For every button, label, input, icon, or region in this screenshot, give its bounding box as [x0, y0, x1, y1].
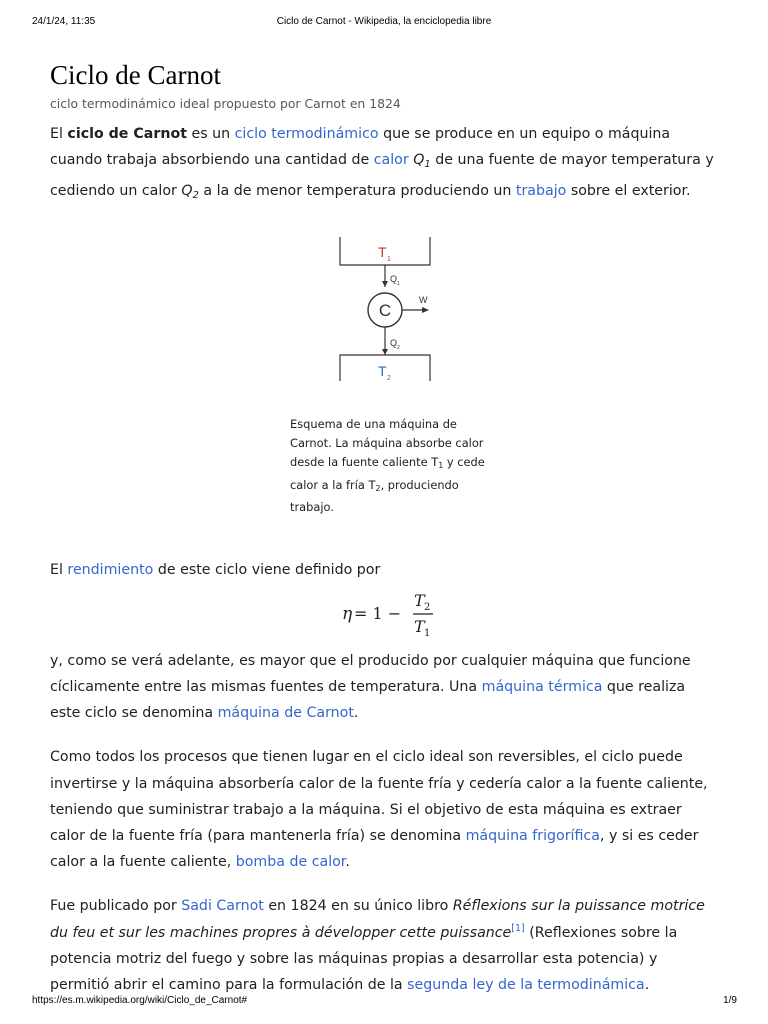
formula-den: T: [414, 616, 425, 636]
sub: 1: [438, 461, 444, 471]
print-datetime: 24/1/24, 11:35: [32, 16, 96, 27]
q1-arrowhead: [382, 281, 388, 287]
t1-label: T: [378, 243, 387, 260]
text: .: [353, 705, 359, 722]
bold-term: ciclo de Carnot: [67, 126, 187, 142]
q2-sub: 2: [397, 344, 400, 351]
link-trabajo[interactable]: trabajo: [515, 183, 567, 200]
book-title: Réflexions sur la puissance motrice du feu et sur les machines propres à développer cette puissance: [50, 898, 705, 941]
formula-num: T: [414, 590, 425, 610]
link-ciclo-termodinamico[interactable]: ciclo termodinámico: [234, 126, 379, 142]
t1-sub: 1: [387, 255, 391, 263]
text: Fue publicado por: [50, 898, 182, 915]
link-maquina-termica[interactable]: máquina térmica: [481, 679, 603, 696]
article-content: [50, 56, 720, 998]
text: .: [345, 854, 350, 871]
var-q2: Q: [181, 183, 193, 200]
link-maquina-frigorifica[interactable]: máquina frigorífica: [465, 828, 600, 845]
link-rendimiento[interactable]: rendimiento: [67, 561, 154, 578]
paragraph-history: [50, 893, 720, 998]
print-page-title: Ciclo de Carnot - Wikipedia, la enciclopedia libre: [276, 16, 492, 27]
q1-label: Q: [390, 273, 398, 284]
engine-label: C: [378, 300, 392, 320]
text: Esquema de una máquina de Carnot. La máquina absorbe calor desde la fuente caliente T: [290, 416, 484, 470]
text: El: [50, 561, 68, 578]
sub: 2: [375, 483, 381, 493]
link-segunda-ley[interactable]: segunda ley de la termodinámica: [407, 977, 645, 994]
text: a la de menor temperatura produciendo un: [198, 183, 516, 200]
page-subtitle: ciclo termodinámico ideal propuesto por Carnot en 1824: [50, 96, 401, 111]
text: de una fuente de mayor temperatura y cediendo un calor: [50, 152, 714, 200]
text: , produciendo trabajo.: [290, 477, 459, 515]
text: y, como se verá adelante, es mayor que el producido por cualquier máquina que funcione cíclicamente entre las mismas fuentes de temperatura. Una: [50, 652, 691, 696]
var-q2-sub: 2: [192, 190, 199, 202]
formula-num-sub: 2: [424, 601, 431, 613]
t2-label: T: [378, 362, 387, 379]
intro-paragraph: [50, 121, 720, 210]
efficiency-paragraph: [50, 557, 720, 583]
text: de este ciclo viene definido por: [153, 561, 381, 578]
link-maquina-de-carnot[interactable]: máquina de Carnot: [217, 705, 354, 722]
text: (Reflexiones sobre la potencia motriz del fuego y sobre las máquinas propias a desarrollar esta potencia) y permitió abrir el camino para la formulación de la: [50, 924, 678, 994]
var-q1: Q: [413, 152, 425, 169]
link-bomba-de-calor[interactable]: bomba de calor: [235, 854, 346, 871]
text: , y si es ceder calor a la fuente caliente,: [50, 828, 699, 871]
link-calor[interactable]: calor: [373, 152, 409, 169]
paragraph-maquina-termica: [50, 648, 720, 727]
print-footer: [0, 995, 768, 1009]
link-sadi-carnot[interactable]: Sadi Carnot: [181, 898, 264, 915]
formula-eq: = 1 −: [354, 603, 402, 623]
reference-link[interactable]: [1]: [511, 922, 525, 934]
q2-label: Q: [390, 337, 398, 348]
formula-eta: η: [342, 603, 353, 624]
formula-den-sub: 1: [424, 627, 431, 639]
figure-caption: [290, 415, 490, 518]
text: es un: [186, 126, 235, 142]
text: que realiza este ciclo se denomina: [50, 679, 686, 722]
figure: [50, 237, 720, 557]
efficiency-formula: [50, 587, 720, 645]
paragraph-reversible: [50, 744, 720, 875]
text: sobre el exterior.: [566, 183, 691, 200]
var-q1-sub: 1: [424, 159, 431, 171]
q1-sub: 1: [397, 280, 400, 287]
text: .: [644, 977, 650, 994]
q2-arrowhead: [382, 349, 388, 355]
w-label: W: [419, 294, 428, 305]
formula-svg: [336, 587, 446, 643]
text: El: [50, 126, 68, 142]
w-arrowhead: [422, 307, 429, 313]
print-page-number: 1/9: [723, 995, 737, 1006]
text: Como todos los procesos que tienen lugar en el ciclo ideal son reversibles, el ciclo puede invertirse y la máquina absorbería calor de la fuente fría y cedería calor a la fuente caliente, teniendo que suministrar trabajo a la máquina. Si el objetivo de esta máquina es extraer calor de la fuente fría (para mantenerla fría) se denomina: [50, 749, 708, 845]
print-url: https://es.m.wikipedia.org/wiki/Ciclo_de_Carnot#: [32, 995, 248, 1006]
print-header: [0, 16, 768, 30]
text: en 1824 en su único libro: [263, 898, 453, 915]
text: y cede calor a la fría T: [290, 455, 485, 492]
t2-sub: 2: [387, 374, 391, 382]
carnot-diagram[interactable]: [335, 237, 435, 387]
page-title: Ciclo de Carnot: [50, 60, 221, 90]
text: que se produce en un equipo o máquina cuando trabaja absorbiendo una cantidad de: [50, 126, 671, 169]
